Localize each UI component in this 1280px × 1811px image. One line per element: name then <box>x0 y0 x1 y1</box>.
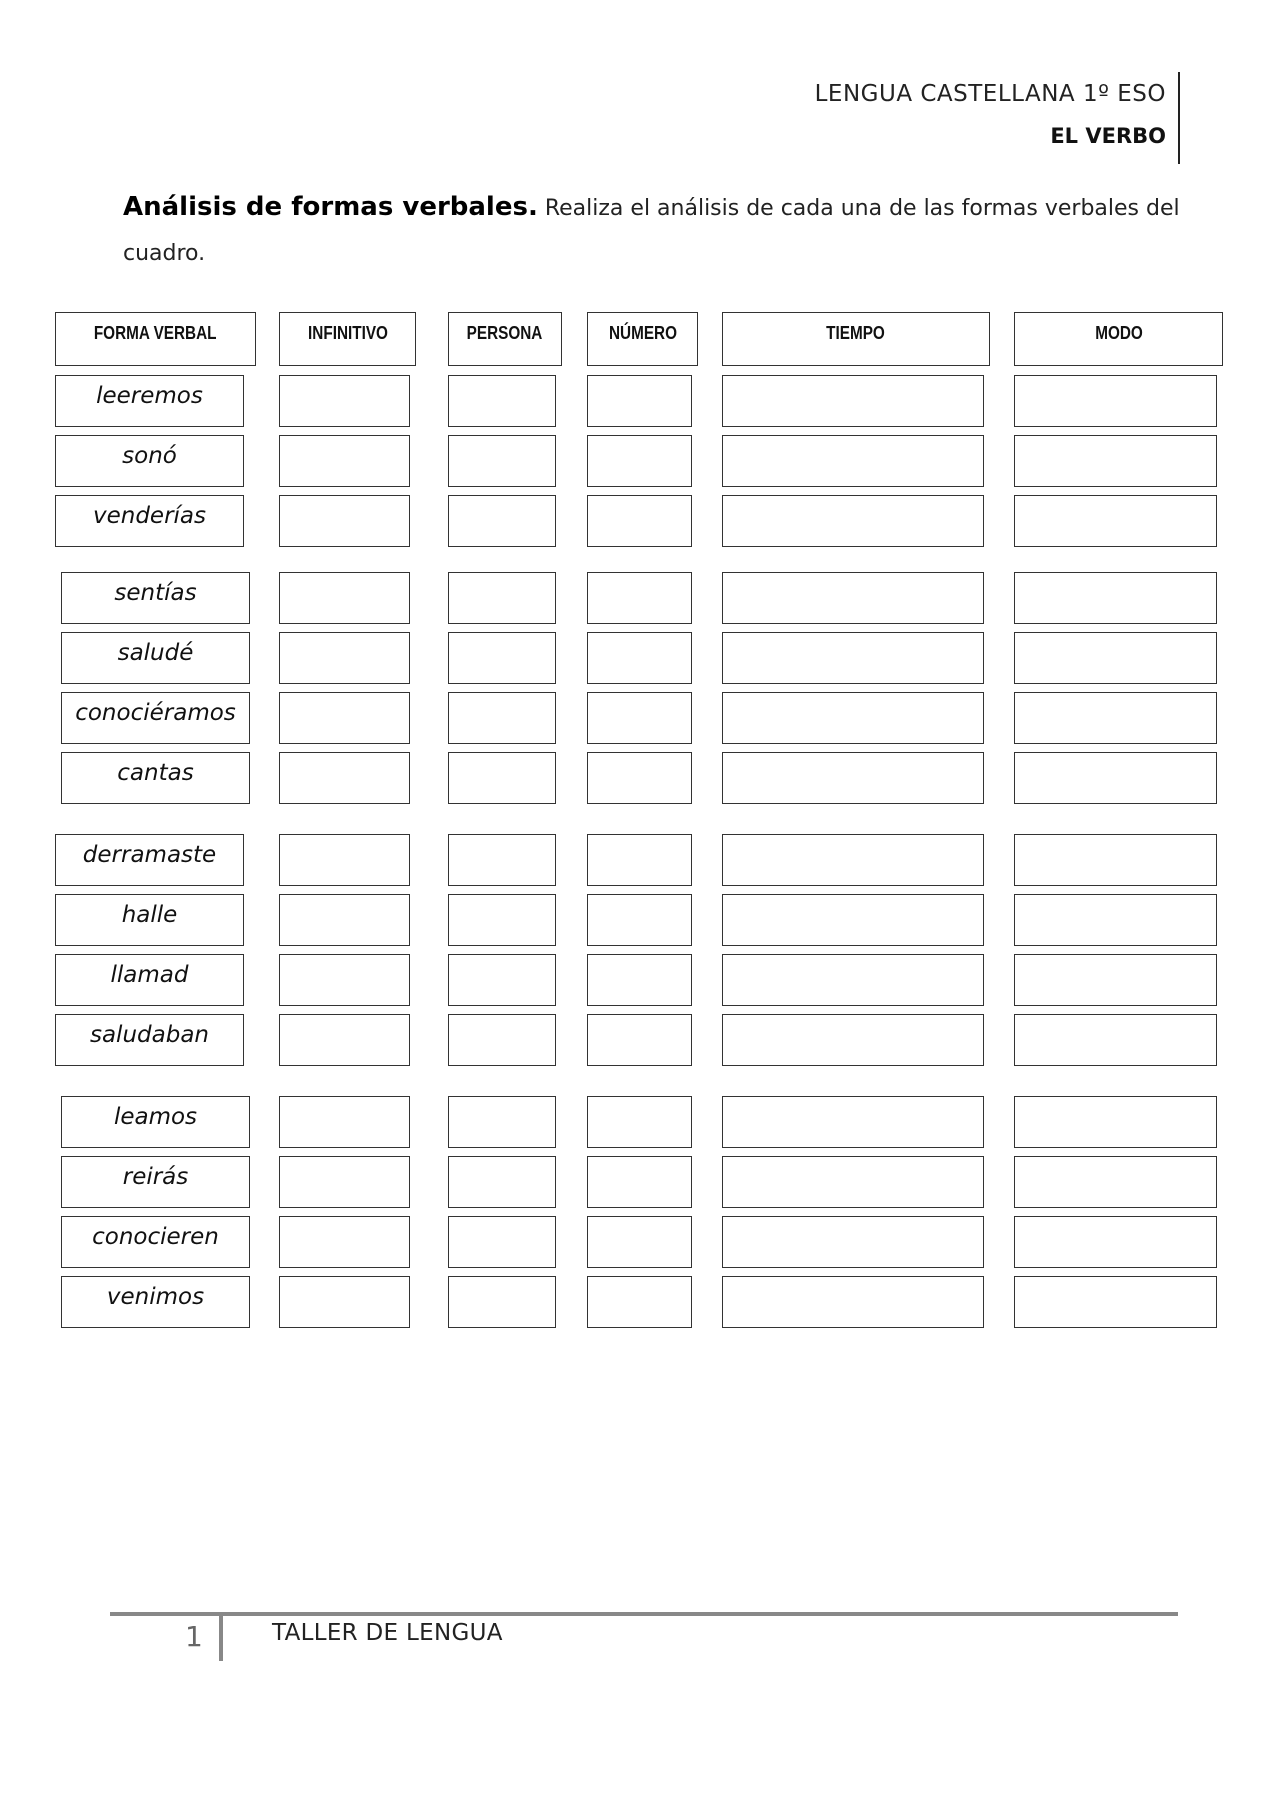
answer-box-infinitivo[interactable] <box>279 954 410 1006</box>
answer-box-persona[interactable] <box>448 894 556 946</box>
answer-box-tiempo[interactable] <box>722 1096 984 1148</box>
answer-box-modo[interactable] <box>1014 1014 1217 1066</box>
verb-form-cell: reirás <box>61 1156 250 1208</box>
answer-box-persona[interactable] <box>448 1014 556 1066</box>
answer-box-tiempo[interactable] <box>722 1014 984 1066</box>
answer-box-numero[interactable] <box>587 954 692 1006</box>
answer-box-persona[interactable] <box>448 495 556 547</box>
answer-box-numero[interactable] <box>587 632 692 684</box>
answer-box-modo[interactable] <box>1014 894 1217 946</box>
answer-box-persona[interactable] <box>448 1216 556 1268</box>
answer-box-tiempo[interactable] <box>722 834 984 886</box>
answer-box-infinitivo[interactable] <box>279 692 410 744</box>
answer-box-numero[interactable] <box>587 1276 692 1328</box>
answer-box-infinitivo[interactable] <box>279 1014 410 1066</box>
column-header-label: FORMA VERBAL <box>94 323 217 343</box>
instructions-lead: Análisis de formas verbales. <box>123 192 538 222</box>
answer-box-infinitivo[interactable] <box>279 752 410 804</box>
answer-box-infinitivo[interactable] <box>279 1156 410 1208</box>
verb-form-cell: leamos <box>61 1096 250 1148</box>
answer-box-persona[interactable] <box>448 954 556 1006</box>
answer-box-tiempo[interactable] <box>722 954 984 1006</box>
answer-box-tiempo[interactable] <box>722 692 984 744</box>
answer-box-tiempo[interactable] <box>722 1276 984 1328</box>
column-header-label: INFINITIVO <box>307 323 388 343</box>
answer-box-numero[interactable] <box>587 435 692 487</box>
answer-box-modo[interactable] <box>1014 495 1217 547</box>
footer-rule <box>110 1612 1178 1616</box>
verb-form-cell: cantas <box>61 752 250 804</box>
verb-form-cell: leeremos <box>55 375 244 427</box>
footer-title: TALLER DE LENGUA <box>272 1620 503 1646</box>
answer-box-modo[interactable] <box>1014 1096 1217 1148</box>
answer-box-modo[interactable] <box>1014 834 1217 886</box>
answer-box-persona[interactable] <box>448 1276 556 1328</box>
answer-box-tiempo[interactable] <box>722 435 984 487</box>
verb-form-cell: derramaste <box>55 834 244 886</box>
answer-box-infinitivo[interactable] <box>279 1276 410 1328</box>
answer-box-persona[interactable] <box>448 1096 556 1148</box>
footer-divider <box>219 1614 223 1661</box>
answer-box-tiempo[interactable] <box>722 1156 984 1208</box>
instructions <box>123 185 1183 276</box>
answer-box-tiempo[interactable] <box>722 572 984 624</box>
answer-box-persona[interactable] <box>448 435 556 487</box>
answer-box-numero[interactable] <box>587 1156 692 1208</box>
answer-box-numero[interactable] <box>587 1096 692 1148</box>
answer-box-modo[interactable] <box>1014 632 1217 684</box>
answer-box-infinitivo[interactable] <box>279 375 410 427</box>
answer-box-infinitivo[interactable] <box>279 894 410 946</box>
answer-box-numero[interactable] <box>587 1014 692 1066</box>
verb-form-cell: conocieren <box>61 1216 250 1268</box>
answer-box-modo[interactable] <box>1014 1276 1217 1328</box>
answer-box-persona[interactable] <box>448 375 556 427</box>
column-header-persona <box>448 312 562 366</box>
answer-box-modo[interactable] <box>1014 572 1217 624</box>
answer-box-numero[interactable] <box>587 495 692 547</box>
answer-box-modo[interactable] <box>1014 954 1217 1006</box>
answer-box-modo[interactable] <box>1014 1156 1217 1208</box>
column-header-label: PERSONA <box>467 323 543 343</box>
answer-box-numero[interactable] <box>587 894 692 946</box>
column-header-infinitivo <box>279 312 416 366</box>
column-header-label: MODO <box>1094 323 1143 343</box>
column-header-numero <box>587 312 698 366</box>
answer-box-tiempo[interactable] <box>722 1216 984 1268</box>
verb-form-cell: sonó <box>55 435 244 487</box>
answer-box-numero[interactable] <box>587 1216 692 1268</box>
header-subject: LENGUA CASTELLANA 1º ESO <box>814 81 1166 107</box>
answer-box-persona[interactable] <box>448 632 556 684</box>
verb-form-cell: conociéramos <box>61 692 250 744</box>
answer-box-numero[interactable] <box>587 692 692 744</box>
answer-box-numero[interactable] <box>587 572 692 624</box>
answer-box-infinitivo[interactable] <box>279 495 410 547</box>
answer-box-infinitivo[interactable] <box>279 632 410 684</box>
page-header <box>815 72 1180 164</box>
answer-box-persona[interactable] <box>448 572 556 624</box>
answer-box-numero[interactable] <box>587 834 692 886</box>
header-topic: EL VERBO <box>1050 124 1166 148</box>
answer-box-persona[interactable] <box>448 1156 556 1208</box>
answer-box-infinitivo[interactable] <box>279 1096 410 1148</box>
verb-form-cell: saludaban <box>55 1014 244 1066</box>
answer-box-modo[interactable] <box>1014 1216 1217 1268</box>
answer-box-persona[interactable] <box>448 692 556 744</box>
verb-form-cell: venimos <box>61 1276 250 1328</box>
answer-box-infinitivo[interactable] <box>279 1216 410 1268</box>
answer-box-numero[interactable] <box>587 752 692 804</box>
answer-box-tiempo[interactable] <box>722 752 984 804</box>
answer-box-persona[interactable] <box>448 834 556 886</box>
column-header-forma-verbal <box>55 312 256 366</box>
answer-box-modo[interactable] <box>1014 375 1217 427</box>
answer-box-tiempo[interactable] <box>722 894 984 946</box>
column-header-label: NÚMERO <box>608 323 677 343</box>
verb-form-cell: sentías <box>61 572 250 624</box>
verb-form-cell: llamad <box>55 954 244 1006</box>
answer-box-tiempo[interactable] <box>722 495 984 547</box>
verb-form-cell: halle <box>55 894 244 946</box>
answer-box-infinitivo[interactable] <box>279 834 410 886</box>
instructions-body: Realiza el análisis de cada una de las formas verbales del cuadro. <box>123 196 1180 266</box>
answer-box-modo[interactable] <box>1014 435 1217 487</box>
verb-form-cell: saludé <box>61 632 250 684</box>
answer-box-tiempo[interactable] <box>722 375 984 427</box>
answer-box-persona[interactable] <box>448 752 556 804</box>
column-header-label: TIEMPO <box>826 323 886 343</box>
answer-box-tiempo[interactable] <box>722 632 984 684</box>
answer-box-modo[interactable] <box>1014 692 1217 744</box>
page-number: 1 <box>185 1620 203 1653</box>
answer-box-modo[interactable] <box>1014 752 1217 804</box>
answer-box-infinitivo[interactable] <box>279 435 410 487</box>
column-header-tiempo <box>722 312 990 366</box>
column-header-modo <box>1014 312 1223 366</box>
answer-box-numero[interactable] <box>587 375 692 427</box>
verb-form-cell: venderías <box>55 495 244 547</box>
answer-box-infinitivo[interactable] <box>279 572 410 624</box>
